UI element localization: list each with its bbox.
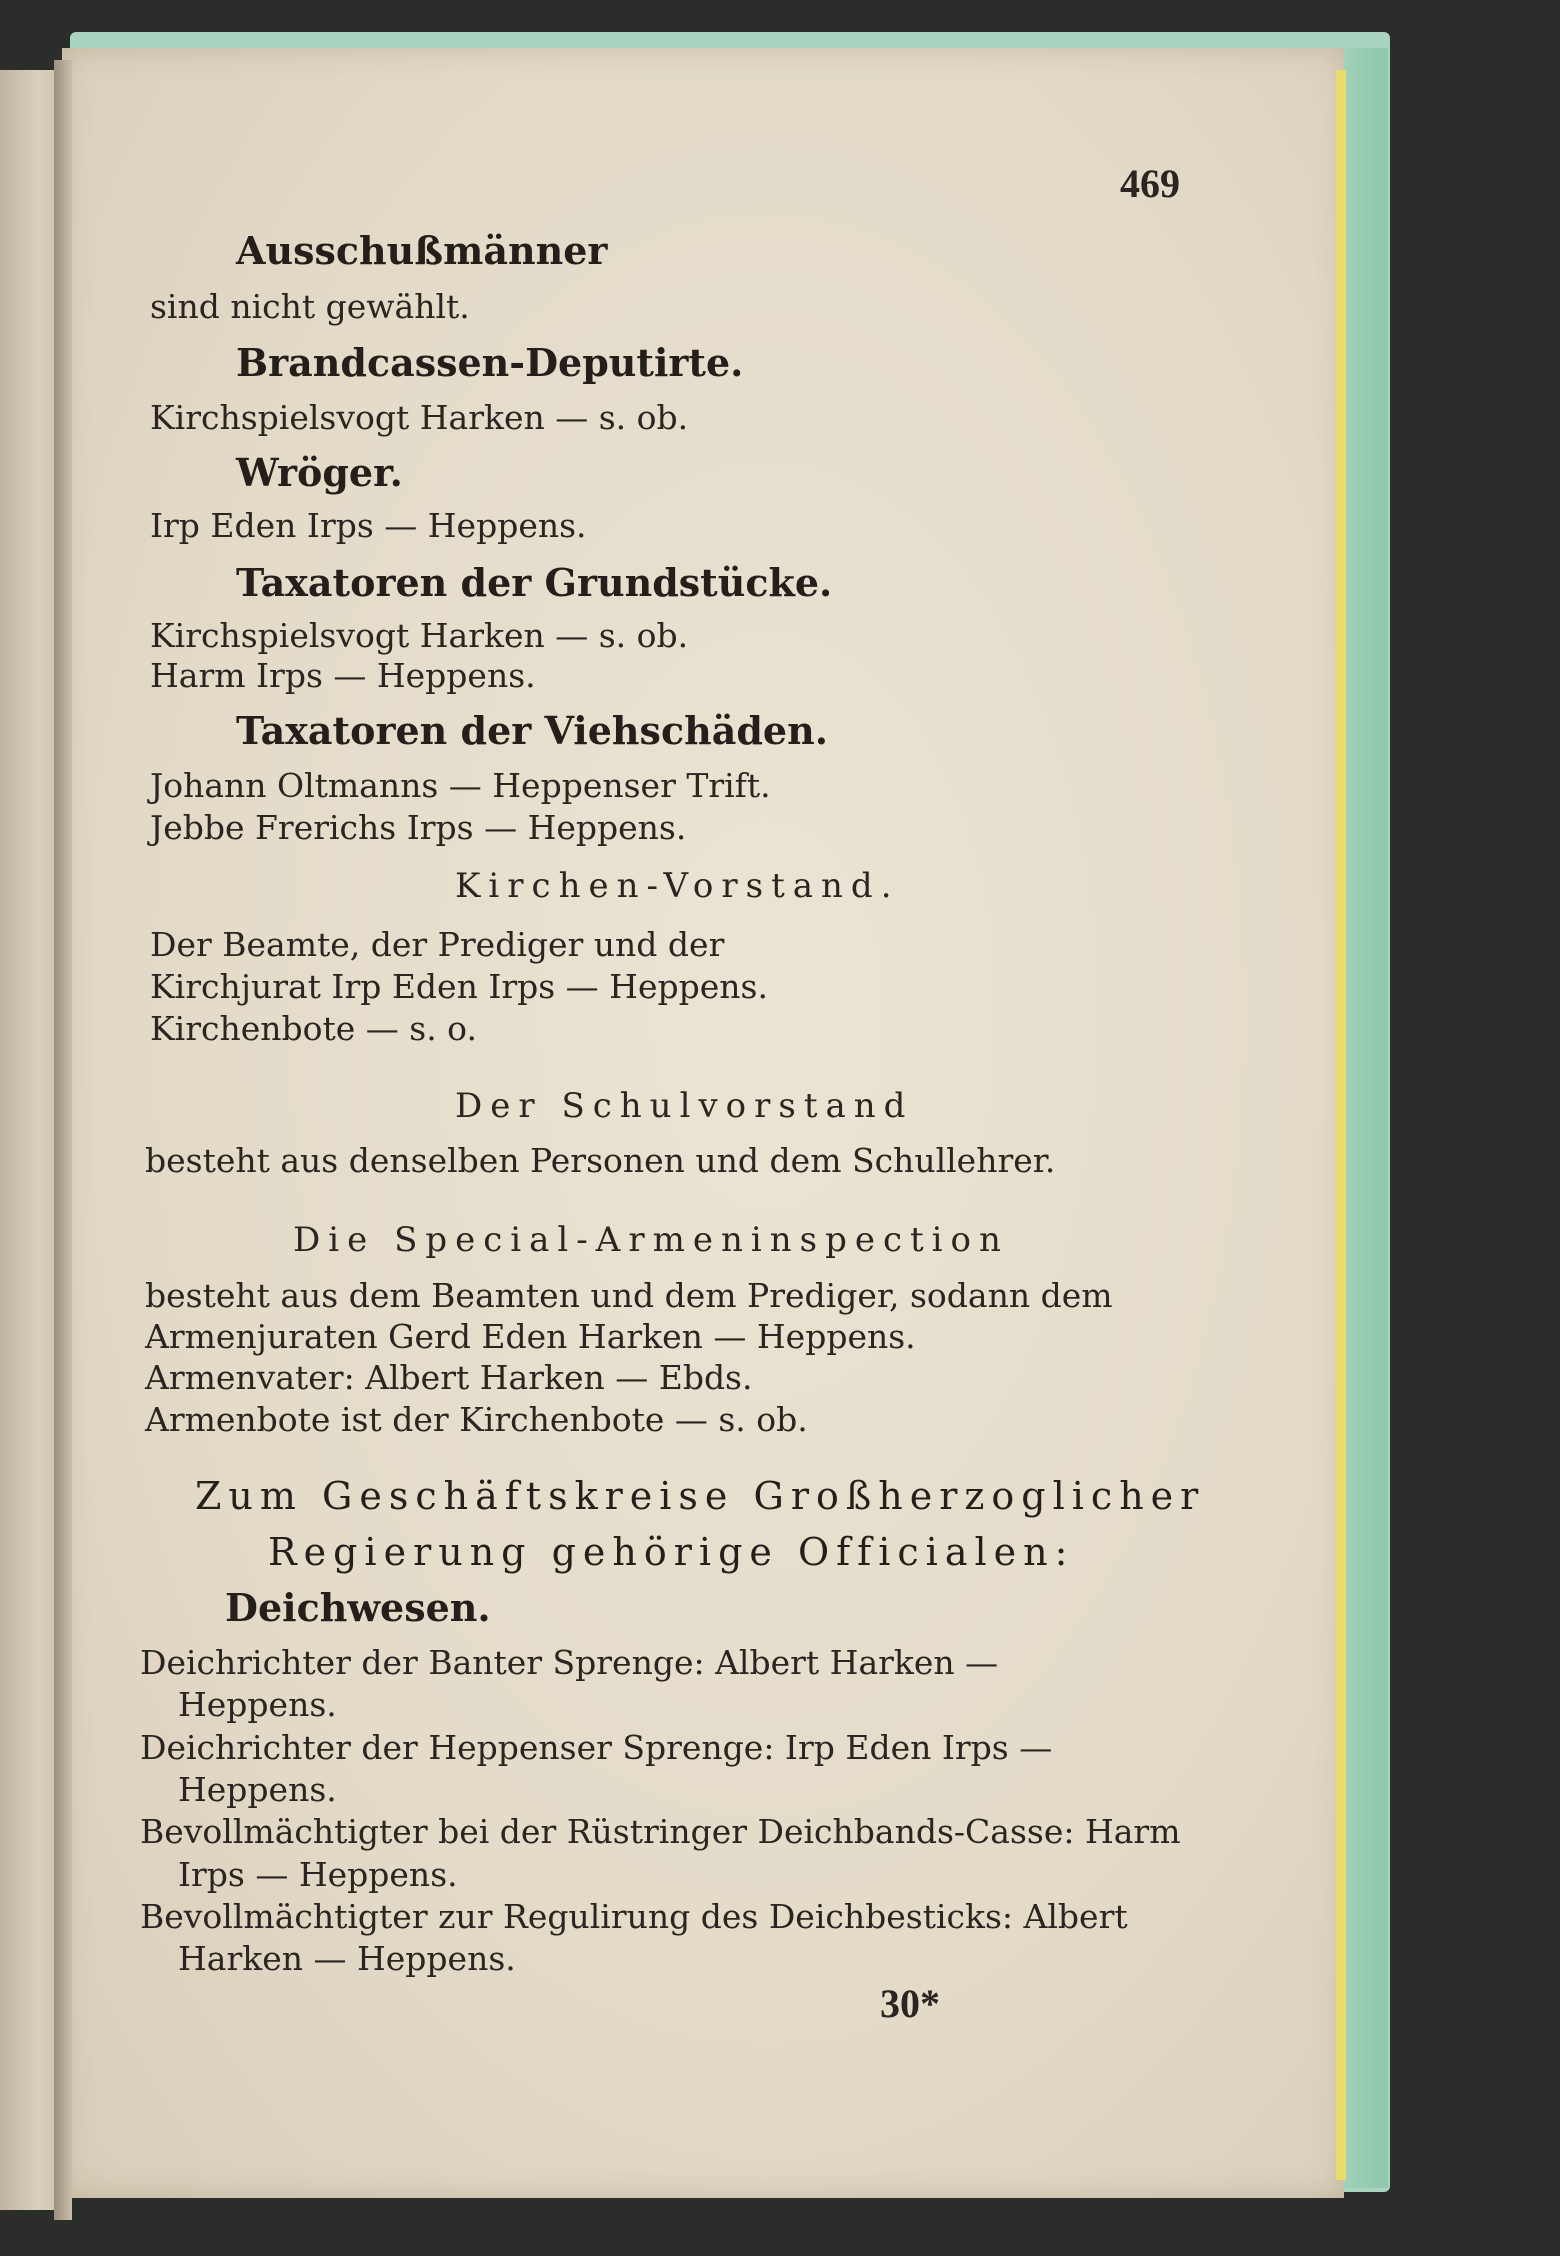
text-line: Irp Eden Irps — Heppens. xyxy=(150,506,587,545)
text-line: besteht aus dem Beamten und dem Prediger, sodann dem xyxy=(145,1276,1113,1315)
heading-wroeger: Wröger. xyxy=(236,450,403,495)
facing-page-edge xyxy=(0,70,62,2210)
text-line: Armenjuraten Gerd Eden Harken — Heppens. xyxy=(145,1317,916,1356)
text-line: Deichrichter der Heppenser Sprenge: Irp Eden Irps — xyxy=(140,1728,1053,1767)
heading-geschaeftskreise: Zum Geschäftskreise Großherzoglicher xyxy=(195,1474,1206,1518)
heading-deichwesen: Deichwesen. xyxy=(225,1585,491,1630)
text-line: Johann Oltmanns — Heppenser Trift. xyxy=(150,766,771,805)
text-line: Heppens. xyxy=(178,1685,337,1724)
heading-schulvorstand: Der Schulvorstand xyxy=(455,1086,914,1126)
text-line: Kirchspielsvogt Harken — s. ob. xyxy=(150,616,689,655)
gutter xyxy=(54,60,72,2220)
text-line: Kirchjurat Irp Eden Irps — Heppens. xyxy=(150,967,768,1006)
text-line: Jebbe Frerichs Irps — Heppens. xyxy=(150,808,687,847)
heading-officialen: Regierung gehörige Officialen: xyxy=(268,1530,1075,1574)
text-line: Armenvater: Albert Harken — Ebds. xyxy=(145,1358,753,1397)
text-line: Harm Irps — Heppens. xyxy=(150,656,536,695)
text-line: Bevollmächtigter zur Regulirung des Deichbesticks: Albert xyxy=(140,1897,1128,1936)
heading-taxatoren-grundstuecke: Taxatoren der Grundstücke. xyxy=(236,560,833,605)
heading-armeninspection: Die Special-Armeninspection xyxy=(293,1220,1009,1260)
heading-brandcassen: Brandcassen-Deputirte. xyxy=(236,340,744,385)
text-line: Heppens. xyxy=(178,1770,337,1809)
page-edge xyxy=(1336,70,1346,2180)
heading-ausschussmaenner: Ausschußmänner xyxy=(236,228,608,273)
text-line: Kirchenbote — s. o. xyxy=(150,1009,477,1048)
text-line: Armenbote ist der Kirchenbote — s. ob. xyxy=(145,1400,808,1439)
heading-kirchen-vorstand: Kirchen-Vorstand. xyxy=(455,866,900,906)
text-line: Bevollmächtigter bei der Rüstringer Deichbands-Casse: Harm xyxy=(140,1812,1181,1851)
text-line: Kirchspielsvogt Harken — s. ob. xyxy=(150,398,689,437)
text-line: besteht aus denselben Personen und dem Schullehrer. xyxy=(145,1141,1056,1180)
heading-taxatoren-viehschaeden: Taxatoren der Viehschäden. xyxy=(236,708,828,753)
text-line: Irps — Heppens. xyxy=(178,1855,458,1894)
text-line: Deichrichter der Banter Sprenge: Albert Harken — xyxy=(140,1643,999,1682)
text-line: Der Beamte, der Prediger und der xyxy=(150,925,725,964)
printer-signature: 30* xyxy=(880,1981,940,2026)
text-line: sind nicht gewählt. xyxy=(150,287,470,326)
text-line: Harken — Heppens. xyxy=(178,1939,516,1978)
page-number: 469 xyxy=(1120,161,1180,206)
